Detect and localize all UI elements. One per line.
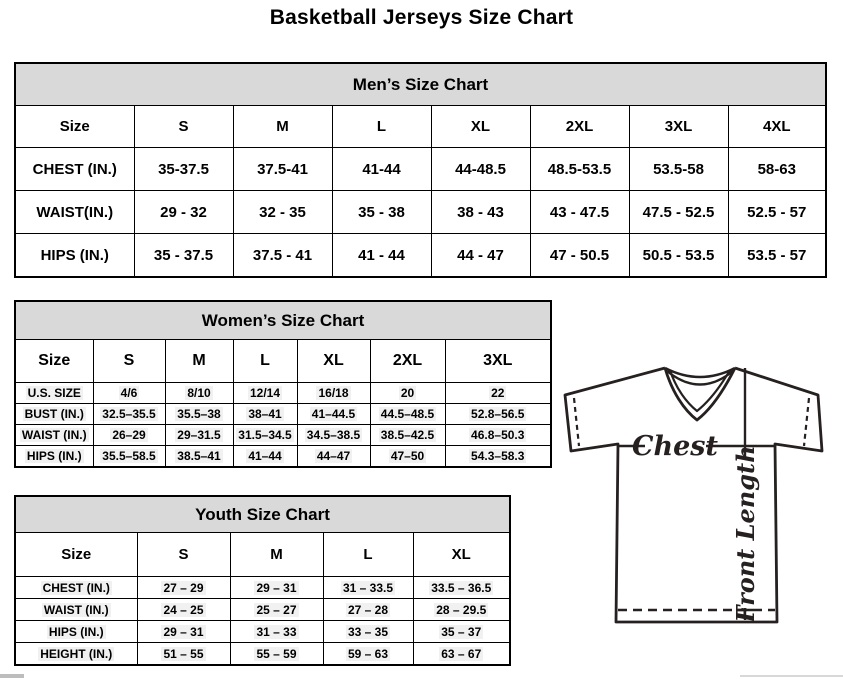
table-cell: 53.5 - 57 — [728, 234, 826, 278]
column-header: Size — [15, 533, 137, 577]
horizontal-scrollbar-track[interactable] — [740, 675, 843, 677]
table-cell: 52.5 - 57 — [728, 191, 826, 234]
table-cell: 37.5 - 41 — [233, 234, 332, 278]
youth-chart-caption: Youth Size Chart — [15, 496, 510, 533]
table-cell: 44.5–48.5 — [370, 404, 445, 425]
column-header: 2XL — [370, 340, 445, 383]
table-row — [15, 404, 551, 425]
mens-size-chart-table — [14, 62, 827, 278]
table-cell: 33.5 – 36.5 — [413, 577, 510, 599]
table-cell: 32 - 35 — [233, 191, 332, 234]
youth-header-row — [15, 533, 510, 577]
table-cell: 35-37.5 — [134, 148, 233, 191]
table-cell: 47 - 50.5 — [530, 234, 629, 278]
jersey-measurement-diagram — [560, 362, 828, 628]
row-label: CHEST (IN.) — [15, 577, 137, 599]
table-cell: 41–44.5 — [297, 404, 370, 425]
column-header: 3XL — [445, 340, 551, 383]
column-header: 4XL — [728, 106, 826, 148]
table-caption-row — [15, 496, 510, 533]
table-cell: 20 — [370, 383, 445, 404]
table-caption-row — [15, 63, 826, 106]
right-cuff-stitch — [804, 398, 809, 446]
table-cell: 35.5–38 — [165, 404, 233, 425]
table-cell: 35 - 38 — [332, 191, 431, 234]
column-header: 2XL — [530, 106, 629, 148]
table-cell: 59 – 63 — [323, 643, 413, 666]
table-cell: 41 - 44 — [332, 234, 431, 278]
row-label: HIPS (IN.) — [15, 446, 93, 468]
table-cell: 44–47 — [297, 446, 370, 468]
table-cell: 44 - 47 — [431, 234, 530, 278]
womens-size-chart-table — [14, 300, 552, 468]
page-title: Basketball Jerseys Size Chart — [269, 6, 574, 29]
table-cell: 37.5-41 — [233, 148, 332, 191]
jersey-illustration — [560, 362, 828, 628]
table-row — [15, 148, 826, 191]
table-cell: 29–31.5 — [165, 425, 233, 446]
column-header: S — [134, 106, 233, 148]
column-header: M — [230, 533, 323, 577]
table-cell: 27 – 29 — [137, 577, 230, 599]
table-cell: 41–44 — [233, 446, 297, 468]
row-label: HIPS (IN.) — [15, 621, 137, 643]
table-row — [15, 425, 551, 446]
column-header: 3XL — [629, 106, 728, 148]
table-cell: 32.5–35.5 — [93, 404, 165, 425]
table-cell: 34.5–38.5 — [297, 425, 370, 446]
table-cell: 63 – 67 — [413, 643, 510, 666]
table-cell: 58-63 — [728, 148, 826, 191]
left-cuff-stitch — [574, 398, 579, 446]
womens-chart-caption: Women’s Size Chart — [15, 301, 551, 340]
table-cell: 35.5–58.5 — [93, 446, 165, 468]
table-cell: 24 – 25 — [137, 599, 230, 621]
front-length-label: Front Length — [731, 445, 760, 623]
table-cell: 38.5–41 — [165, 446, 233, 468]
table-caption-row — [15, 301, 551, 340]
table-cell: 31 – 33.5 — [323, 577, 413, 599]
womens-header-row — [15, 340, 551, 383]
row-label: U.S. SIZE — [15, 383, 93, 404]
table-cell: 25 – 27 — [230, 599, 323, 621]
table-cell: 27 – 28 — [323, 599, 413, 621]
column-header: Size — [15, 106, 134, 148]
table-cell: 22 — [445, 383, 551, 404]
row-label: WAIST (IN.) — [15, 425, 93, 446]
table-cell: 4/6 — [93, 383, 165, 404]
column-header: S — [93, 340, 165, 383]
table-cell: 53.5-58 — [629, 148, 728, 191]
column-header: XL — [431, 106, 530, 148]
table-cell: 38.5–42.5 — [370, 425, 445, 446]
table-row — [15, 599, 510, 621]
table-row — [15, 643, 510, 666]
row-label: BUST (IN.) — [15, 404, 93, 425]
youth-size-chart-table — [14, 495, 511, 666]
table-cell: 8/10 — [165, 383, 233, 404]
table-cell: 54.3–58.3 — [445, 446, 551, 468]
jersey-outline — [565, 368, 822, 622]
table-cell: 28 – 29.5 — [413, 599, 510, 621]
table-cell: 51 – 55 — [137, 643, 230, 666]
table-cell: 47–50 — [370, 446, 445, 468]
table-cell: 31 – 33 — [230, 621, 323, 643]
table-cell: 38–41 — [233, 404, 297, 425]
table-cell: 38 - 43 — [431, 191, 530, 234]
column-header: L — [233, 340, 297, 383]
table-cell: 50.5 - 53.5 — [629, 234, 728, 278]
table-cell: 29 – 31 — [230, 577, 323, 599]
mens-header-row — [15, 106, 826, 148]
column-header: XL — [297, 340, 370, 383]
table-cell: 46.8–50.3 — [445, 425, 551, 446]
row-label: CHEST (IN.) — [15, 148, 134, 191]
table-row — [15, 577, 510, 599]
column-header: Size — [15, 340, 93, 383]
table-cell: 41-44 — [332, 148, 431, 191]
column-header: M — [233, 106, 332, 148]
table-cell: 31.5–34.5 — [233, 425, 297, 446]
table-cell: 16/18 — [297, 383, 370, 404]
chest-label: Chest — [632, 431, 718, 462]
table-row — [15, 621, 510, 643]
table-row — [15, 234, 826, 278]
table-cell: 33 – 35 — [323, 621, 413, 643]
table-row — [15, 191, 826, 234]
table-cell: 35 - 37.5 — [134, 234, 233, 278]
horizontal-scrollbar-thumb[interactable] — [0, 674, 24, 678]
row-label: WAIST (IN.) — [15, 599, 137, 621]
row-label: HIPS (IN.) — [15, 234, 134, 278]
column-header: L — [323, 533, 413, 577]
table-cell: 35 – 37 — [413, 621, 510, 643]
table-row — [15, 383, 551, 404]
table-cell: 43 - 47.5 — [530, 191, 629, 234]
column-header: XL — [413, 533, 510, 577]
table-cell: 55 – 59 — [230, 643, 323, 666]
table-cell: 52.8–56.5 — [445, 404, 551, 425]
table-cell: 47.5 - 52.5 — [629, 191, 728, 234]
column-header: L — [332, 106, 431, 148]
table-row — [15, 446, 551, 468]
row-label: WAIST(IN.) — [15, 191, 134, 234]
table-cell: 29 – 31 — [137, 621, 230, 643]
column-header: M — [165, 340, 233, 383]
table-cell: 26–29 — [93, 425, 165, 446]
table-cell: 29 - 32 — [134, 191, 233, 234]
mens-chart-caption: Men’s Size Chart — [15, 63, 826, 106]
column-header: S — [137, 533, 230, 577]
table-cell: 12/14 — [233, 383, 297, 404]
table-cell: 44-48.5 — [431, 148, 530, 191]
table-cell: 48.5-53.5 — [530, 148, 629, 191]
row-label: HEIGHT (IN.) — [15, 643, 137, 666]
